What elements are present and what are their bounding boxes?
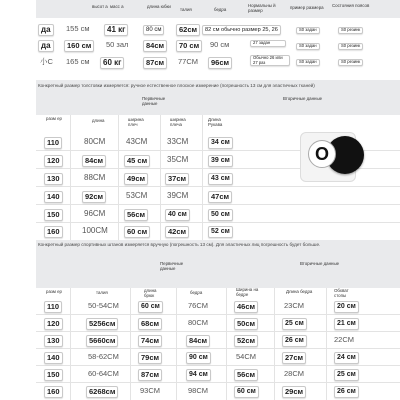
table2-cell: 50 см [208,209,233,221]
table1-cell: 77CM [178,57,199,66]
table3-header-cell: талия [96,290,108,295]
table2-header-cell: разм ер [46,116,62,121]
table2-cell: 39 см [208,155,233,167]
table1-header-cell: бедра [214,7,227,12]
table3-cell: 93CM [140,386,161,395]
table1-cell: S0 резинк [338,43,363,50]
table2-size: 120 [44,155,63,167]
table3-cell: 5256см [86,318,118,330]
table3-cell: 27см [282,352,306,364]
table3-cell: 60-64CM [88,369,119,378]
table-row [0,315,400,332]
table3-cell: 46см [234,301,258,313]
table-hoodie-sizes [0,80,400,240]
table2-cell: 39CM [167,191,189,200]
table3-size: 110 [44,301,62,313]
table2-header-cell: длина [92,118,105,123]
table3-cell: 26 см [334,386,359,398]
table1-cell: Обычно 26 или 27 раз [250,55,290,66]
table-pants-sizes [0,240,400,400]
table2-cell: 52 см [208,226,233,238]
table1-cell: 155 см [66,24,90,33]
table3-size: 130 [44,335,63,347]
table1-header-cell: масс а [110,4,124,9]
table1-cell: 41 кг [104,24,128,36]
table1-header-cell: высот а [92,4,108,9]
table1-header-cell: Состояния поясов [332,3,370,8]
table3-cell: 24 см [334,352,359,364]
table2-cell: 100CM [82,226,108,235]
table1-header-cell: талия [180,7,192,12]
table2-cell: 88CM [84,173,106,182]
table3-cell: 50-54CM [88,301,119,310]
table1-header-cell: длина юбки [147,4,171,9]
table3-cell: 21 см [334,318,359,330]
table2-cell: 34 см [208,137,233,149]
table3-cell: 5660см [86,335,118,347]
table1-cell: S0 резинк [338,27,363,34]
table3-group-primary: Первичные данные [160,261,184,271]
table2-group-secondary: Вторичные данные [283,96,323,101]
table1-cell: 70 см [176,40,202,52]
table2-size: 150 [44,209,63,221]
table2-cell: 40 см [165,209,190,221]
table1-cell: 160 см [64,40,94,52]
white-circle-icon: O [308,140,336,168]
table-heights-weights [0,0,400,80]
table-row [0,223,400,240]
table1-cell: S0 задан [296,59,320,66]
table2-cell: 80CM [84,137,106,146]
table1-cell: S0 задан [296,27,320,34]
table3-cell: 60 см [138,301,163,313]
table2-size: 140 [44,191,63,203]
table3-note: Конкретный размер спортивных штанов измеряется вручную (погрешность 13 см). Для эластичных лиц погрешность будет больше. [38,242,321,247]
table3-size: 150 [44,369,63,381]
table3-cell: 79см [138,352,162,364]
table1-cell: 165 см [66,57,90,66]
table3-cell: 22CM [334,335,355,344]
table3-cell: 94 см [186,369,211,381]
table2-cell: 47см [208,191,232,203]
table3-cell: 20 см [334,301,359,313]
table2-note: Конкретный размер толстовки измеряется: ручное естественное плоское измерение (погрешность 13 см для эластичных тканей) [38,83,315,88]
table2-cell: 43CM [126,137,148,146]
table2-cell: 33CM [167,137,189,146]
table-row [0,298,400,315]
table-row [0,332,400,349]
table3-cell: 6268см [86,386,118,398]
table-row [0,187,400,205]
table2-header-cell: Длина Рукава [208,117,223,127]
table1-header-cell: пример размера [290,5,324,10]
table1-cell: 96см [208,57,232,69]
table1-cell: S0 задан [296,43,320,50]
table2-cell: 42см [165,226,189,238]
table3-cell: 26 см [282,335,307,347]
table3-cell: 56см [234,369,258,381]
table2-cell: 37см [165,173,189,185]
table3-group-secondary: Вторичные данные [300,261,340,266]
table3-cell: 25 см [334,369,359,381]
table-row [0,205,400,223]
table3-cell: 23CM [284,301,305,310]
table2-cell: 49см [124,173,148,185]
table2-size: 110 [44,137,62,149]
table1-cell: 87см [143,57,167,69]
table1-cell: 27 задан [250,40,286,47]
table3-header-cell: бедра [190,290,203,295]
table1-cell: 80 см [143,25,164,35]
table1-row-label: да [38,24,54,36]
table3-cell: 74см [138,335,162,347]
table2-cell: 84см [82,155,106,167]
table3-cell: 28CM [284,369,305,378]
table3-cell: 54CM [236,352,257,361]
table3-header-cell: длина брюк [144,288,157,298]
table2-cell: 35CM [167,155,189,164]
table3-cell: 84см [186,335,210,347]
table3-header-cell: Длина бедра [286,289,313,294]
table3-cell: 90 см [186,352,211,364]
table1-cell: 60 кг [100,57,124,69]
table3-cell: 25 см [282,318,307,330]
table3-cell: 60 см [234,386,259,398]
table3-cell: 50см [234,318,258,330]
table3-size: 140 [44,352,63,364]
table2-group-primary: Первичные данные [142,96,166,106]
table-row [0,349,400,366]
table1-cell: 84см [143,40,167,52]
table1-cell: S0 резинк [338,59,363,66]
table3-size: 120 [44,318,63,330]
table1-cell: 62см [176,24,200,36]
table3-size: 160 [44,386,63,398]
table3-header-cell: Ширина на бедре [236,287,259,297]
table1-header-cell: Нормальны й размер [248,3,276,13]
table-row [0,383,400,400]
table2-header-cell: ширина плеча [170,117,186,127]
table3-cell: 58-62CM [88,352,119,361]
table2-cell: 96CM [84,209,106,218]
table2-cell: 60 см [124,226,150,238]
table-row [0,366,400,383]
table1-row-label: да [38,40,54,52]
table3-header-cell: разм ер [46,289,62,294]
table3-header-cell: Обхват стопы [334,288,349,298]
table1-row-label: 小C [40,57,53,66]
table3-cell: 80CM [188,318,209,327]
table2-size: 130 [44,173,63,185]
table3-cell: 98CM [188,386,209,395]
table3-cell: 52см [234,335,258,347]
table2-cell: 56см [124,209,148,221]
table2-header-cell: ширина плеч [128,117,144,127]
table3-cell: 68см [138,318,162,330]
table2-cell: 43 см [208,173,233,185]
table2-cell: 45 см [124,155,150,167]
table1-cell: 50 зал [106,40,129,49]
table3-cell: 29см [282,386,306,398]
table3-cell: 87см [138,369,162,381]
table3-cell: 76CM [188,301,209,310]
table1-cell: 82 см обычно размер 25, 26 [202,25,281,35]
table2-size: 160 [44,226,63,238]
table2-cell: 92см [82,191,106,203]
table2-cell: 53CM [126,191,148,200]
table1-cell: 90 см [210,40,230,49]
